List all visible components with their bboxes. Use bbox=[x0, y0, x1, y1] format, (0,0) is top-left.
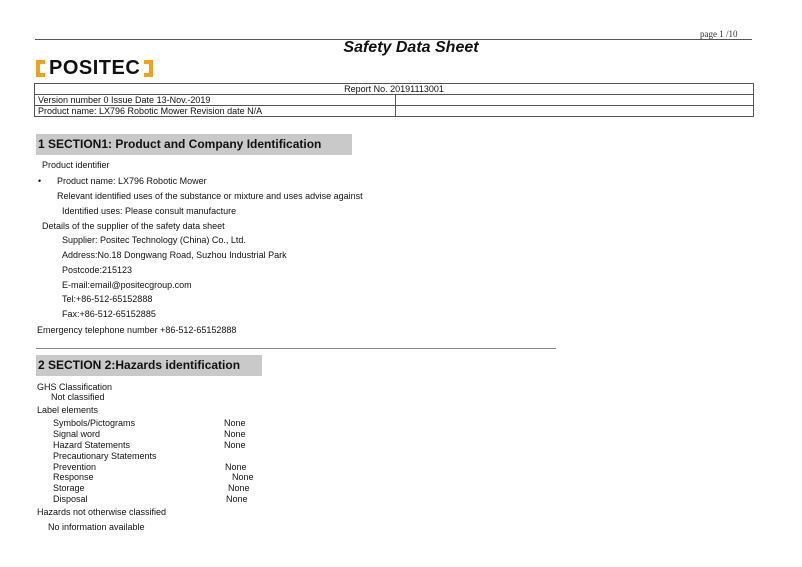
disposal-value: None bbox=[226, 494, 248, 504]
section2-heading: 2 SECTION 2:Hazards identification bbox=[36, 355, 262, 376]
prevention-label: Prevention bbox=[53, 462, 97, 472]
signal-word-value: None bbox=[224, 429, 246, 439]
address-text: Address:No.18 Dongwang Road, Suzhou Industrial Park bbox=[62, 250, 287, 260]
table-row bbox=[35, 106, 754, 117]
logo-right-bracket-icon bbox=[144, 60, 153, 77]
disposal-label: Disposal bbox=[53, 494, 88, 504]
hazard-statements-value: None bbox=[224, 440, 246, 450]
identified-uses-text: Identified uses: Please consult manufacture bbox=[62, 206, 237, 216]
page-number: page 1 /10 bbox=[700, 29, 738, 39]
symbols-value: None bbox=[224, 418, 246, 428]
not-classified-text: Not classified bbox=[51, 392, 105, 402]
logo-text: POSITEC bbox=[49, 57, 141, 79]
table-row bbox=[35, 95, 754, 106]
fax-text: Fax:+86-512-65152885 bbox=[62, 309, 156, 319]
storage-label: Storage bbox=[53, 483, 85, 493]
product-name-text: Product name: LX796 Robotic Mower bbox=[57, 176, 207, 186]
supplier-details-label: Details of the supplier of the safety data sheet bbox=[42, 221, 225, 231]
product-identifier-label: Product identifier bbox=[42, 160, 110, 170]
supplier-text: Supplier: Positec Technology (China) Co., Ltd. bbox=[62, 235, 246, 245]
prevention-value: None bbox=[225, 462, 247, 472]
hazard-statements-label: Hazard Statements bbox=[53, 440, 131, 450]
storage-value: None bbox=[228, 483, 250, 493]
precautionary-statements-label: Precautionary Statements bbox=[53, 451, 157, 461]
bullet-icon: • bbox=[38, 176, 42, 186]
section-divider bbox=[36, 348, 556, 349]
table-row bbox=[35, 84, 754, 95]
document-title: Safety Data Sheet bbox=[343, 39, 479, 56]
empty-cell bbox=[396, 106, 754, 117]
postcode-text: Postcode:215123 bbox=[62, 265, 133, 275]
report-number-cell: Report No. 20191113001 bbox=[35, 84, 754, 95]
symbols-label: Symbols/Pictograms bbox=[53, 418, 136, 428]
report-info-table bbox=[34, 83, 754, 117]
section1-heading: 1 SECTION1: Product and Company Identification bbox=[36, 134, 352, 155]
response-label: Response bbox=[53, 472, 94, 482]
emergency-phone-text: Emergency telephone number +86-512-65152888 bbox=[37, 325, 237, 335]
response-value: None bbox=[232, 472, 254, 482]
positec-logo bbox=[36, 58, 153, 78]
label-elements-label: Label elements bbox=[37, 405, 99, 415]
relevant-uses-text: Relevant identified uses of the substance or mixture and uses advise against bbox=[57, 191, 363, 201]
tel-text: Tel:+86-512-65152888 bbox=[62, 294, 153, 304]
hazards-not-classified-label: Hazards not otherwise classified bbox=[37, 507, 167, 517]
email-text: E-mail:email@positecgroup.com bbox=[62, 280, 192, 290]
version-cell: Version number 0 Issue Date 13-Nov.-2019 bbox=[35, 95, 396, 106]
signal-word-label: Signal word bbox=[53, 429, 101, 439]
no-information-text: No information available bbox=[48, 522, 145, 532]
product-name-cell: Product name: LX796 Robotic Mower Revision date N/A bbox=[35, 106, 396, 117]
logo-left-bracket-icon bbox=[36, 60, 45, 77]
ghs-classification-label: GHS Classification bbox=[37, 382, 113, 392]
empty-cell bbox=[396, 95, 754, 106]
